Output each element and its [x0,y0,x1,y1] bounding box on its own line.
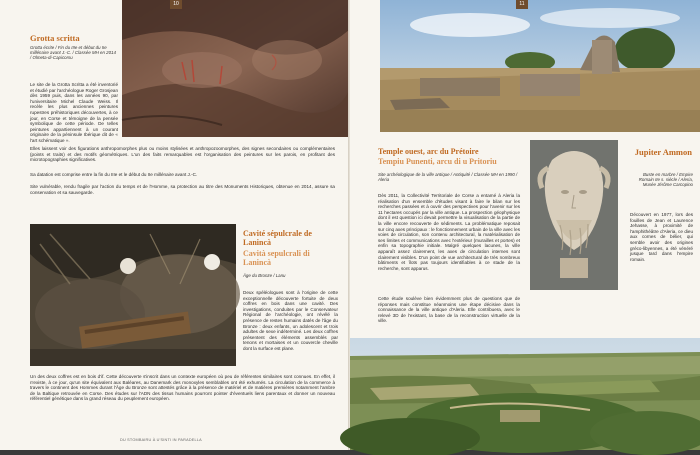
page-footer: DU STOMBAIRU À U'SINTI IN PARADELLA [120,438,202,442]
jupiter-subtitle: Buste en marbre / Empire Romain IIe s. siècle / Aleria, Musée Jérôme Carcopino [638,172,693,188]
grotta-cave-photo [122,0,349,137]
grotta-subtitle: Grotta écrite / Fin du IIIe et début du IIe millénaire avant J.-C. / Classée MH en 2014 / Olmeta-di-Capicorsu [30,45,116,61]
temple-ruins-photo [380,0,700,132]
temple-title-co: Tempiu Punenti, arcu di u Pritoriu [378,157,497,166]
temple-body: Dès 2011, la Collectivité Territoriale de Corse a entamé à Aleria la réalisation d'un ensemble d'études visant à faire le bilan sur les recherches passées et à ouvrir des perspectives pour l'avenir sur les 11 hectares occupés par la ville antique. La prospection géophysique dont il est question ici devait permettre la visualisation de la partie de la ville encore recouverte de sédiments. La problématique reposait sur cinq axes principaux : le fonctionnement urbain de la ville avec les voies de circulation, son contenu architectural, la matérialisation de ses limites et communications avec l'extérieur (murailles et portes) et enfin sa topographie initiale. Malgré quelques lacunes, la ville apparaît assez clairement, les axes de circulation internes sont clairement visibles. D'un point de vue architectural de très nombreux bâtiments et îlots pas toujours identifiables à ce stade de la recherche, sont apparus. [378,193,520,271]
temple-title-fr: Temple ouest, arc du Prétoire [378,147,479,156]
page-number-tab: 10 [170,0,182,9]
grotta-title: Grotta scritta [30,33,80,43]
grotta-vulnerable: Site vulnérable, rendu fragile par l'action du temps et de l'Homme, sa protection au titre des Monuments Historiques, obtenue en 2014, assure sa conservation et sa sauvegarde. [30,184,335,195]
grotta-body-column: Le site de la Grotta Scritta a été inventorié et étudié par l'archéologue Roger Grosjean dès 1959 puis, dans les années 90, par l'universitaire Michel Claude Weiss. Il recèle les plus anciennes peintures rupestres préhistoriques découvertes, à ce jour, en Corse et témoigne de la pensée symbolique de cette période. De telles peintures appartiennent à un courant originaire de la péninsule Ibérique dit de « l'art schématique ». [30,82,118,143]
aleria-aerial-photo [350,338,700,450]
jupiter-body: Découvert en 1977, lors des fouilles de Jean et Laurence Jehasse, à proximité de l'amphithéâtre d'Aleria, ce dieu aux cornes de bélier, qui semble avoir des origines gréco-libyennes, a été vénéré jusque tard dans l'empire romain. [630,212,693,262]
lanica-cave-photo [30,224,236,366]
temple-subtitle: Site archéologique de la ville antique / Antiquité / Classée MH en 1990 / Aleria [378,172,518,183]
left-page [0,0,349,450]
page-number-tab: 11 [516,0,528,9]
lanica-title-fr: Cavité sépulcrale de Lanincà [243,229,312,247]
jupiter-bust-photo [530,140,618,290]
lanica-body-full: Un des deux coffres est en bois d'if. Cette découverte s'inscrit dans un contexte européen où peu de référentes similaires sont connues. En effet, il n'existe, à ce jour, qu'un site équivalent aux Baléares, au Danemark des monoxyles semblables ont été exhumés. La circulation de la commerce à travers le continent des Hommes durant l'Âge du Bronze sont attestés grâce à la présence de matériel et de matières premières notamment l'ambre de la Baltique retrouvée en Corse. Des études sur l'ADN des tissus humains pourront pointer d'éventuels liens parentaux et donner un nouveau référentiel génétique dans la grand réseau du peuplement européen. [30,374,335,402]
lanica-subtitle: Âge du Bronze / Lanu [243,273,286,278]
lanica-title-co: Cavità sepulcrali di Lanincà [243,249,310,267]
right-page [350,0,700,450]
jupiter-title: Jupiter Ammon [634,147,692,157]
grotta-body-full: Elles laissent voir des figurations anthropomorphes plus ou moins stylisées et anthropozoomorphes, des signes secondaires ou complémentaires (points et traits) et des motifs géométriques. L'un des faits remarquables est l'organisation des peintures sur les parois, en profitant des microtopographies significatives. [30,146,335,163]
grotta-dating: Sa datation est comprise entre la fin du IIIe et le début du IIe millénaire avant J.-C. [30,172,198,177]
temple-body-2: Cette étude soulève bien évidemment plus de questions que de réponses mais constitue néanmoins une étape décisive dans la connaissance de la ville antique d'Aleria. Elle contribuera, avec le relevé 3D de l'existant, la base de la reconstruction virtuelle de la ville. [378,296,520,324]
lanica-body-column: Deux spéléologues sont à l'origine de cette exceptionnelle découverte fortuite de deux coffres en bois dans une cavité. Des investigations, conduites par le Conservateur Régional de l'archéologie, ont révélé la présence de restes humains datés de l'âge du Bronze : deux enfants, un adolescent et trois adultes de sexe indéterminé. Les deux coffres présentent des éléments assemblés par tenons et mortaises et un couvercle cheville dont la surface est plane. [243,290,338,351]
